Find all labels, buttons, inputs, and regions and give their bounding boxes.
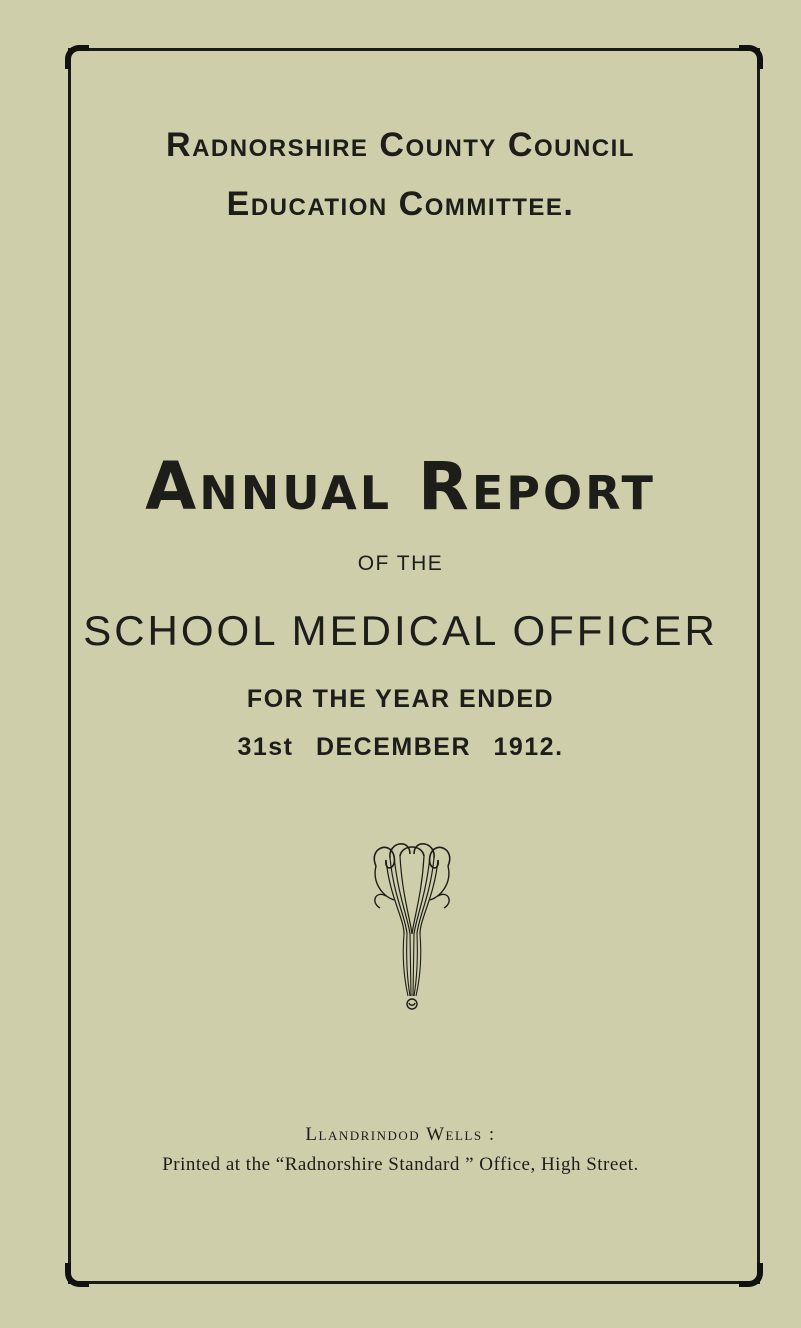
imprint-printer: Printed at the “Radnorshire Standard ” Office, High Street. [162, 1154, 639, 1175]
page-border [68, 48, 760, 1284]
border-corner-top-left [65, 45, 89, 69]
border-corner-bottom-right [739, 1263, 763, 1287]
imprint-place: Llandrindod Wells : [305, 1124, 496, 1145]
printers-ornament-icon [364, 838, 460, 1014]
council-heading: Radnorshire County Council [166, 126, 635, 164]
border-corner-top-right [739, 45, 763, 69]
of-the-text: OF THE [357, 552, 444, 575]
report-date: 31st DECEMBER 1912. [237, 733, 564, 761]
report-title: Annual Report [145, 448, 656, 525]
committee-heading: Education Committee. [226, 185, 575, 223]
year-ended-text: FOR THE YEAR ENDED [246, 685, 555, 713]
officer-title: SCHOOL MEDICAL OFFICER [83, 607, 718, 654]
border-corner-bottom-left [65, 1263, 89, 1287]
